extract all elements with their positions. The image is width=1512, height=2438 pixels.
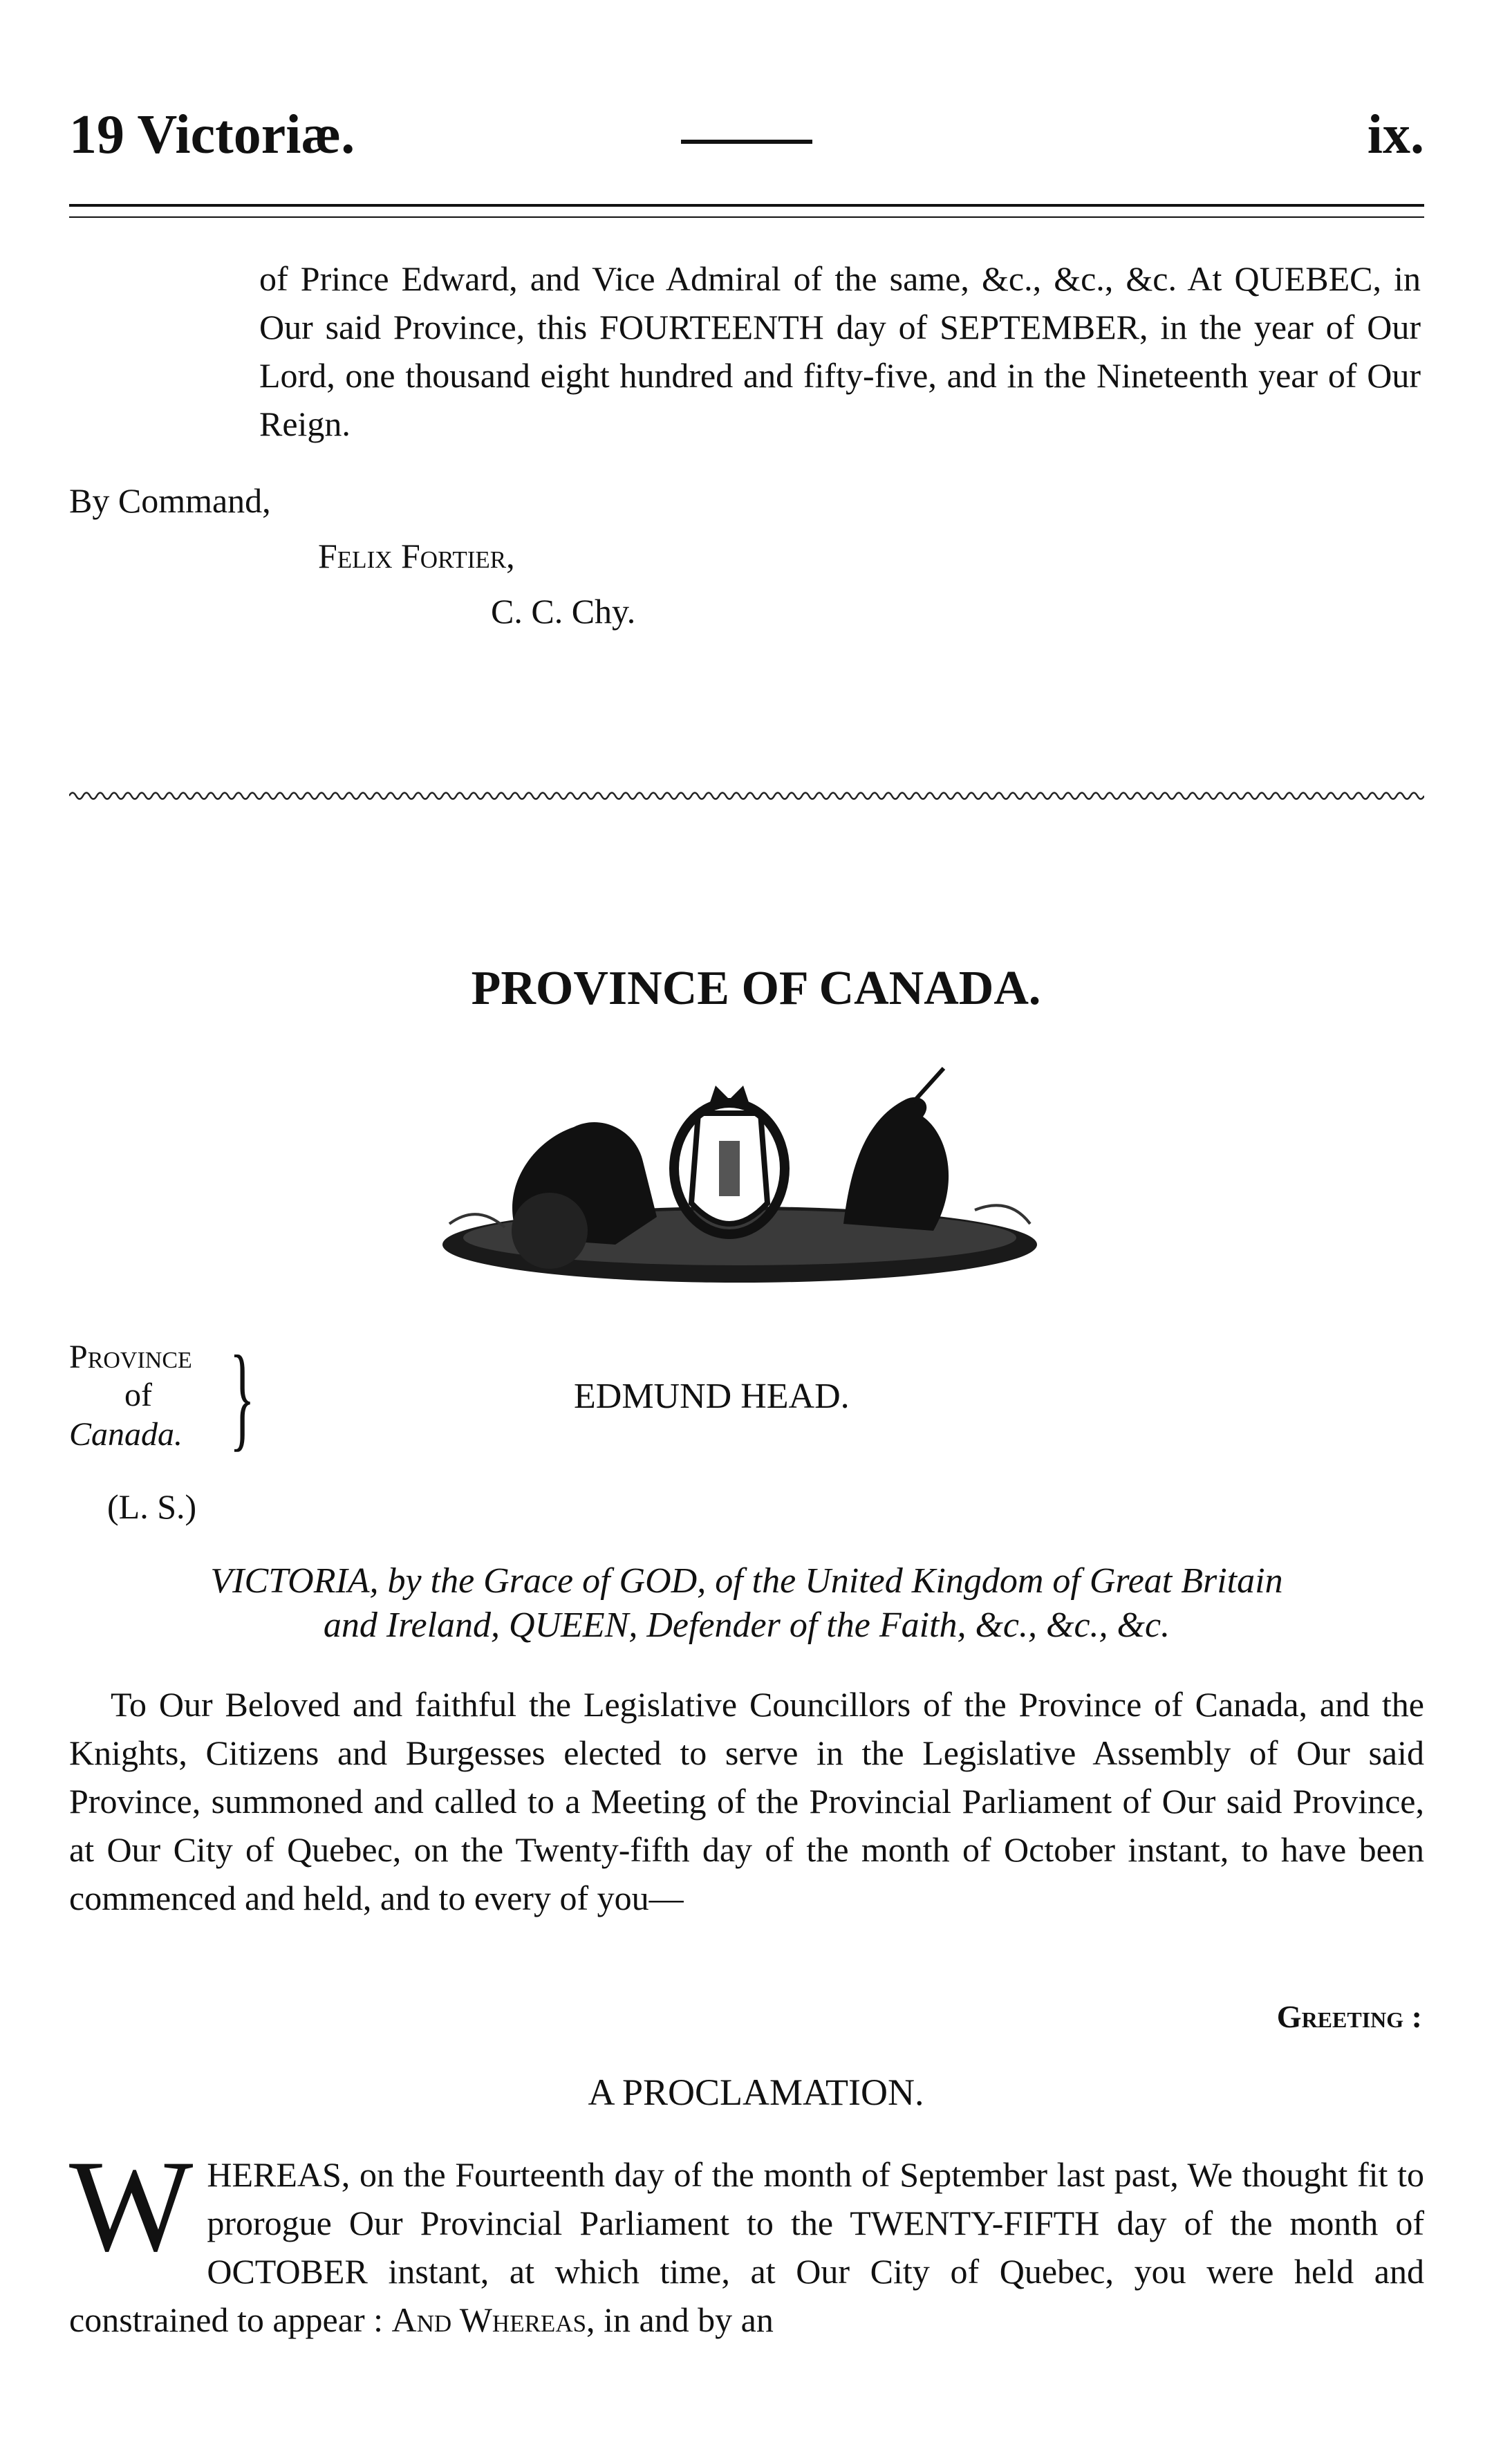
royal-style-line1: VICTORIA, by the Grace of GOD, of the United Kingdom of Great Britain <box>210 1561 1283 1601</box>
proclamation-text <box>69 2134 1424 2344</box>
royal-style <box>69 1559 1424 1648</box>
and-whereas: And Whereas, <box>391 2300 595 2339</box>
header-double-rule <box>69 204 1424 218</box>
province-margin-note <box>69 1332 277 1462</box>
continuation-paragraph: of Prince Edward, and Vice Admiral of the same, &c., &c., &c. At QUEBEC, in Our said Province, this FOURTEENTH day of SEPTEMBER, in the year of Our Lord, one thousand eight hundred and fifty-five, and in the Nineteenth year of Our Reign. <box>259 259 1421 443</box>
section-title: PROVINCE OF CANADA. <box>471 962 1041 1015</box>
drop-cap: W <box>69 2134 194 2279</box>
margin-note-line3: Canada. <box>69 1416 183 1453</box>
address-text: To Our Beloved and faithful the Legislative Councillors of the Province of Canada, and the Knights, Citizens and Burgesses elected to serve in the Legislative Assembly of Our said Province, summoned and called to a Meeting of the Provincial Parliament of Our said Province, at Our City of Quebec, on the Twenty-fifth day of the month of October instant, to have been commenced and held, and to every of you— <box>69 1685 1424 1917</box>
by-command-line: By Command, <box>69 481 271 520</box>
page-number: ix. <box>1367 104 1424 165</box>
royal-style-line2: and Ireland, QUEEN, Defender of the Faith, &c., &c., &c. <box>323 1606 1170 1645</box>
proclamation-title: A PROCLAMATION. <box>588 2072 924 2113</box>
greeting: Greeting : <box>1276 1999 1422 2034</box>
proclamation-paragraph <box>69 2134 1424 2344</box>
governor-name: EDMUND HEAD. <box>574 1377 850 1416</box>
curly-brace-icon: } <box>230 1332 255 1462</box>
address-paragraph <box>69 1680 1424 1922</box>
seal-mark: (L. S.) <box>107 1487 197 1526</box>
header-dash <box>681 140 812 144</box>
proclamation-text-end: in and by an <box>595 2300 774 2339</box>
signer-title: C. C. Chy. <box>491 592 636 631</box>
margin-note-line1: Province <box>69 1339 192 1375</box>
wavy-divider <box>69 788 1424 803</box>
margin-note-line2: of <box>124 1377 152 1413</box>
signer-name: Felix Fortier, <box>318 537 515 575</box>
royal-arms-image <box>436 1065 1044 1300</box>
running-head <box>69 104 1424 180</box>
regnal-year: 19 Victoriæ. <box>69 104 355 165</box>
proclamation-text-start: HEREAS, on the Fourteenth day of the month of September last past, We thought fit to prorogue Our Provincial Parliament to the TWENTY-FIFTH day of the month of OCTOBER instant, at which time, at Our City of Quebec, you were held and constrained to appear : <box>69 2155 1424 2339</box>
